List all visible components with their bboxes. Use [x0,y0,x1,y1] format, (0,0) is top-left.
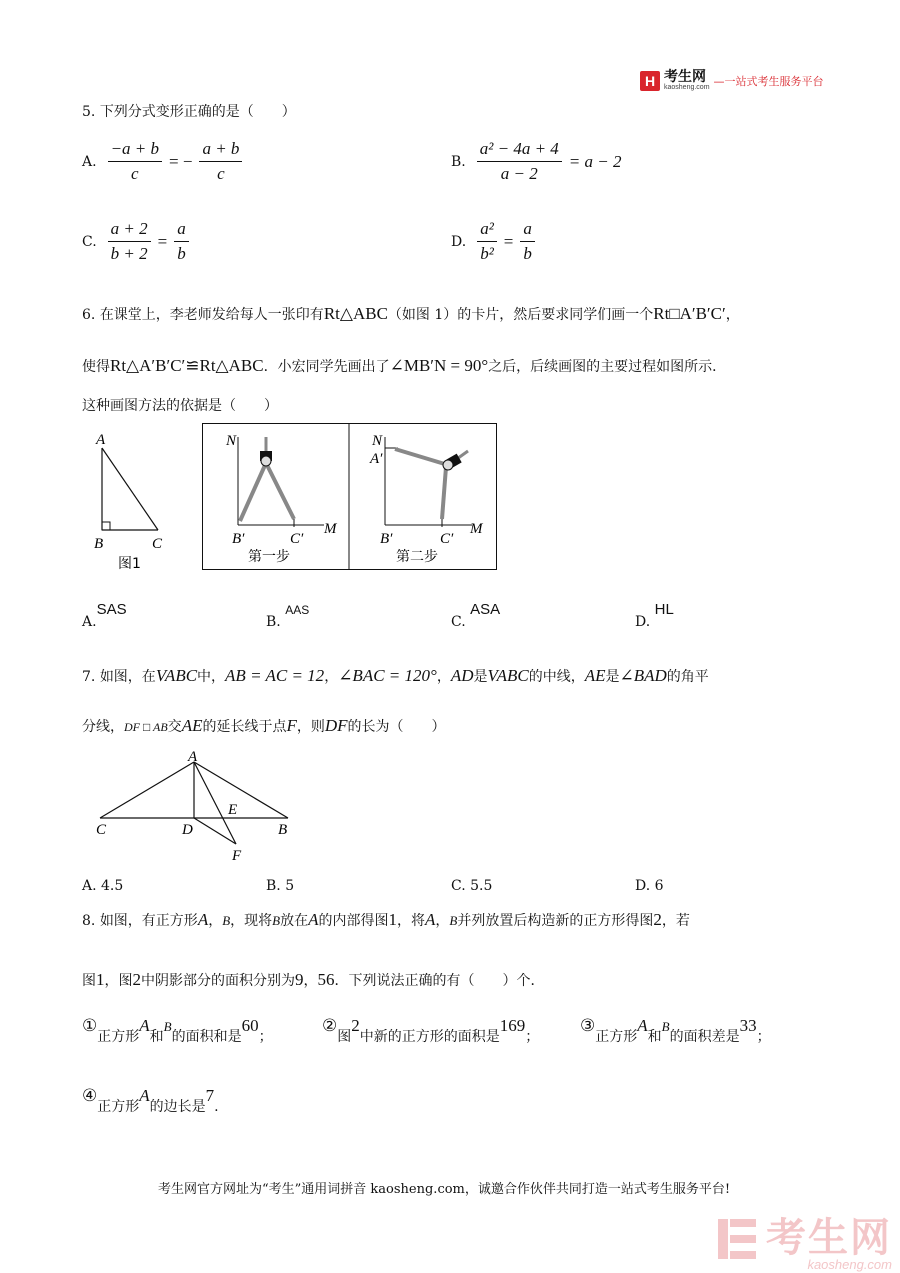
logo-domain: kaosheng.com [664,84,710,91]
step1-label-b: B′ [232,531,245,547]
q7-label-e: E [228,802,238,818]
q7-label-f: F [232,848,242,864]
q7-label-d: D [182,822,193,838]
step2-label-n: N [372,433,383,449]
q6-line1: 6. 在课堂上，李老师发给每人一张印有Rt△ABC（如图 1）的卡片，然后要求同学们画一个Rt□A′B′C′， [82,304,740,323]
q6-line2: 使得Rt△A′B′C′≌Rt△ABC．小宏同学先画出了∠MB′N = 90°之后，后续画图的主要过程如图所示． [82,356,727,375]
fig1-label-a: A [96,432,106,448]
step1-label-n: N [226,433,237,449]
q5-option-d: D. $\frac{\text{a²}}{\text{b²}}$ = $\frac{a}{b}$ [451,218,538,265]
q6-option-d: D. HL [635,601,674,630]
watermark-logo-icon [716,1215,760,1263]
q7-option-d: D. 6 [635,878,664,894]
q5-stem: 5. 下列分式变形正确的是（ ） [82,104,296,120]
brand-icon: H [640,71,660,91]
q7-figure [90,748,300,866]
q6-step-figures [202,423,498,571]
q7-label-a: A [188,749,198,765]
q7-option-c: C. 5.5 [451,878,493,894]
q8-item-3: ③正方形A和B的面积差是33； [580,1016,771,1045]
q7-label-b: B [278,822,288,838]
logo-name: 考生网 [664,69,706,85]
header-logo [640,70,824,92]
q5-option-c: C. $\frac{a + 2}{b + 2}$ = $\frac{a}{b}$ [82,218,192,265]
header-slogan: —一站式考生服务平台 [713,75,824,88]
q6-option-a: A.SAS [82,601,127,630]
watermark-name: 考生网 [766,1215,892,1261]
step2-caption: 第二步 [396,549,438,565]
q8-item-4: ④正方形A的边长是7. [82,1086,219,1115]
q6-figure-1 [90,430,180,580]
footer-text: 考生网官方网址为“考生”通用词拼音 kaosheng.com，诚邀合作伙伴共同打造一站式考生服务平台! [158,1182,731,1197]
q8-item-1: ①正方形A和B的面积和是60； [82,1016,273,1045]
fig1-label-c: C [152,536,163,552]
step2-label-c: C′ [440,531,454,547]
step1-label-m: M [324,521,337,537]
step1-caption: 第一步 [248,549,290,565]
q5-option-b: B. $\frac{\text{a² − 4a + 4}}{a - 2}$ = a − 2 [451,139,622,183]
watermark [716,1206,892,1272]
q5-option-a: A. $\frac{-a + b}{c}$ = − $\frac{a + b}{c}$ [82,138,245,185]
q6-option-b: B. AAS [266,603,310,630]
q6-line3: 这种画图方法的依据是（ ） [82,398,278,414]
fig1-caption: 图1 [118,556,141,572]
fig1-label-b: B [94,536,104,552]
q7-label-c: C [96,822,107,838]
q7-line2: 分线，DF □ AB交AE的延长线于点F，则DF的长为（ ） [82,716,446,735]
q6-option-c: C. ASA [451,601,501,630]
watermark-domain: kaosheng.com [807,1257,892,1272]
step2-label-a: A′ [370,451,383,467]
q7-option-a: A. 4.5 [82,878,124,894]
q8-line1: 8. 如图，有正方形A，B，现将B放在A的内部得图1，将A，B并列放置后构造新的正方形得图2，若 [82,910,690,929]
step2-label-m: M [470,521,483,537]
q7-line1: 7. 如图，在VABC中，AB = AC = 12，∠BAC = 120°，AD是VABC的中线，AE是∠BAD的角平 [82,666,709,685]
step2-label-b: B′ [380,531,393,547]
q7-option-b: B. 5 [266,878,295,894]
q8-item-2: ②图2中新的正方形的面积是169； [322,1016,540,1045]
q8-line2: 图1，图2中阴影部分的面积分别为9，56．下列说法正确的有（ ）个． [82,970,545,989]
step1-label-c: C′ [290,531,304,547]
